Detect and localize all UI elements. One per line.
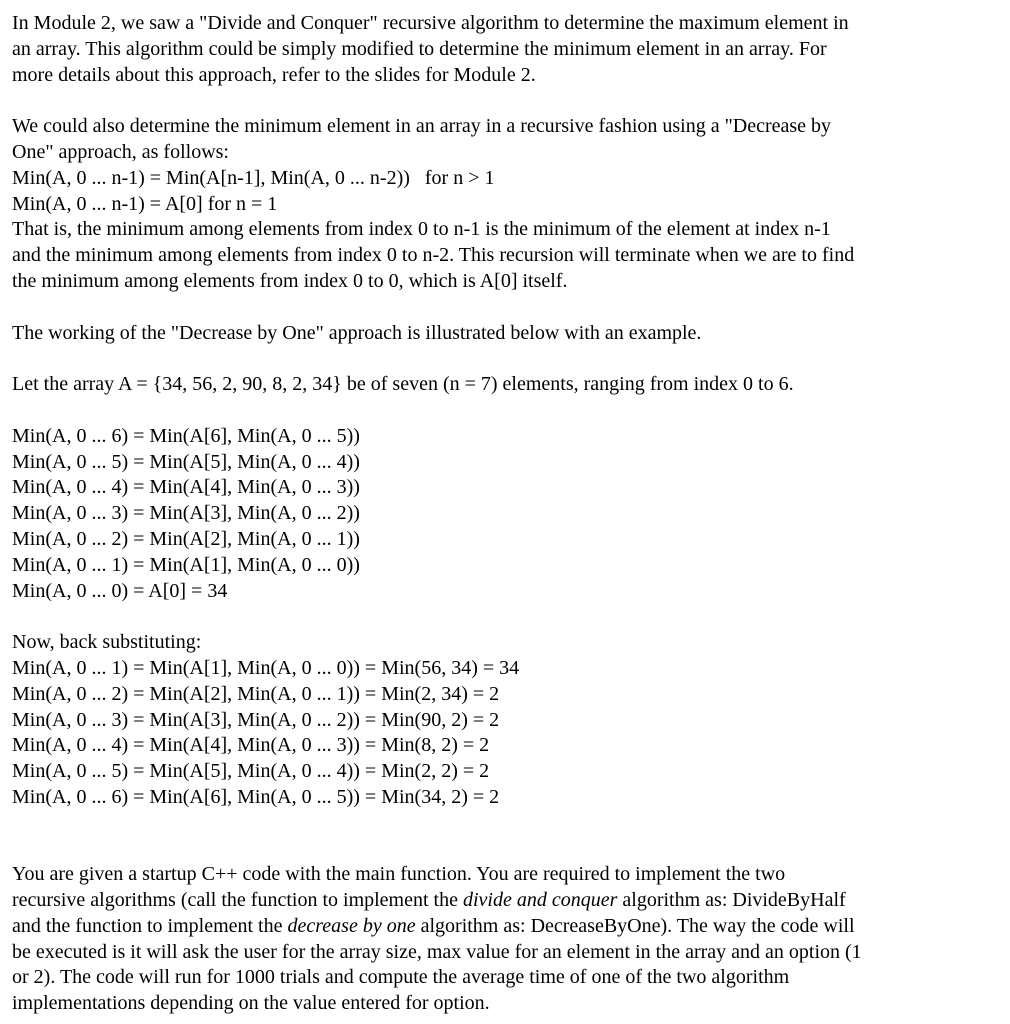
intro-paragraph — [12, 11, 997, 88]
task-line: be executed is it will ask the user for the array size, max value for an element in the array and an option (1 — [12, 940, 862, 963]
paragraph-line: That is, the minimum among elements from index 0 to n-1 is the minimum of the element at index n-1 — [12, 218, 831, 241]
task-text: recursive algorithms (call the function to implement the — [12, 889, 463, 912]
intro-line: an array. This algorithm could be simply modified to determine the minimum element in an array. For — [12, 37, 827, 60]
recursion-step: Min(A, 0 ... 3) = Min(A[3], Min(A, 0 ... 2)) — [12, 502, 360, 525]
paragraph-line: We could also determine the minimum element in an array in a recursive fashion using a "Decrease by — [12, 115, 832, 138]
paragraph-line: and the minimum among elements from index 0 to n-2. This recursion will terminate when we are to find — [12, 244, 855, 267]
back-substitution-heading: Now, back substituting: — [12, 631, 202, 654]
back-substitution-step: Min(A, 0 ... 5) = Min(A[5], Min(A, 0 ... 4)) = Min(2, 2) = 2 — [12, 760, 490, 783]
task-line: implementations depending on the value entered for option. — [12, 992, 490, 1015]
intro-line: more details about this approach, refer to the slides for Module 2. — [12, 63, 536, 86]
document-page — [12, 11, 997, 1017]
back-substitution-step: Min(A, 0 ... 2) = Min(A[2], Min(A, 0 ... 1)) = Min(2, 34) = 2 — [12, 682, 500, 705]
divide-and-conquer-term: divide and conquer — [462, 889, 618, 912]
recursion-step: Min(A, 0 ... 5) = Min(A[5], Min(A, 0 ... 4)) — [12, 450, 360, 473]
recursion-steps — [12, 424, 997, 605]
back-substitution-step: Min(A, 0 ... 4) = Min(A[4], Min(A, 0 ... 3)) = Min(8, 2) = 2 — [12, 734, 490, 757]
recurrence-formula: Min(A, 0 ... n-1) = Min(A[n-1], Min(A, 0 ... n-2)) for n > 1 — [12, 166, 495, 189]
decrease-by-one-paragraph — [12, 114, 997, 295]
base-case-formula: Min(A, 0 ... n-1) = A[0] for n = 1 — [12, 192, 278, 215]
recursion-step: Min(A, 0 ... 0) = A[0] = 34 — [12, 579, 228, 602]
decrease-by-one-term: decrease by one — [287, 914, 416, 937]
recursion-step: Min(A, 0 ... 6) = Min(A[6], Min(A, 0 ... 5)) — [12, 424, 360, 447]
back-substitution-step: Min(A, 0 ... 6) = Min(A[6], Min(A, 0 ... 5)) = Min(34, 2) = 2 — [12, 785, 500, 808]
back-substitution-step: Min(A, 0 ... 3) = Min(A[3], Min(A, 0 ... 2)) = Min(90, 2) = 2 — [12, 708, 500, 731]
task-line — [12, 914, 997, 940]
task-paragraph — [12, 862, 997, 1017]
illustration-sentence: The working of the "Decrease by One" approach is illustrated below with an example. — [12, 321, 702, 344]
recursion-step: Min(A, 0 ... 1) = Min(A[1], Min(A, 0 ... 0)) — [12, 553, 360, 576]
paragraph-line: One" approach, as follows: — [12, 140, 229, 163]
task-line: You are given a startup C++ code with the main function. You are required to implement the two — [12, 863, 786, 886]
back-substitution-step: Min(A, 0 ... 1) = Min(A[1], Min(A, 0 ... 0)) = Min(56, 34) = 34 — [12, 656, 520, 679]
recursion-step: Min(A, 0 ... 4) = Min(A[4], Min(A, 0 ... 3)) — [12, 476, 360, 499]
array-description: Let the array A = {34, 56, 2, 90, 8, 2, 34} be of seven (n = 7) elements, ranging from index 0 to 6. — [12, 373, 794, 396]
task-line — [12, 888, 997, 914]
task-text: and the function to implement the — [12, 914, 288, 937]
back-substitution — [12, 630, 997, 811]
task-text: algorithm as: DecreaseByOne). The way the code will — [415, 914, 855, 937]
recursion-step: Min(A, 0 ... 2) = Min(A[2], Min(A, 0 ... 1)) — [12, 527, 360, 550]
intro-line: In Module 2, we saw a "Divide and Conquer" recursive algorithm to determine the maximum element in — [12, 12, 849, 34]
task-text: algorithm as: DivideByHalf — [617, 889, 846, 912]
paragraph-line: the minimum among elements from index 0 to 0, which is A[0] itself. — [12, 269, 568, 292]
task-line: or 2). The code will run for 1000 trials and compute the average time of one of the two algorithm — [12, 966, 790, 989]
